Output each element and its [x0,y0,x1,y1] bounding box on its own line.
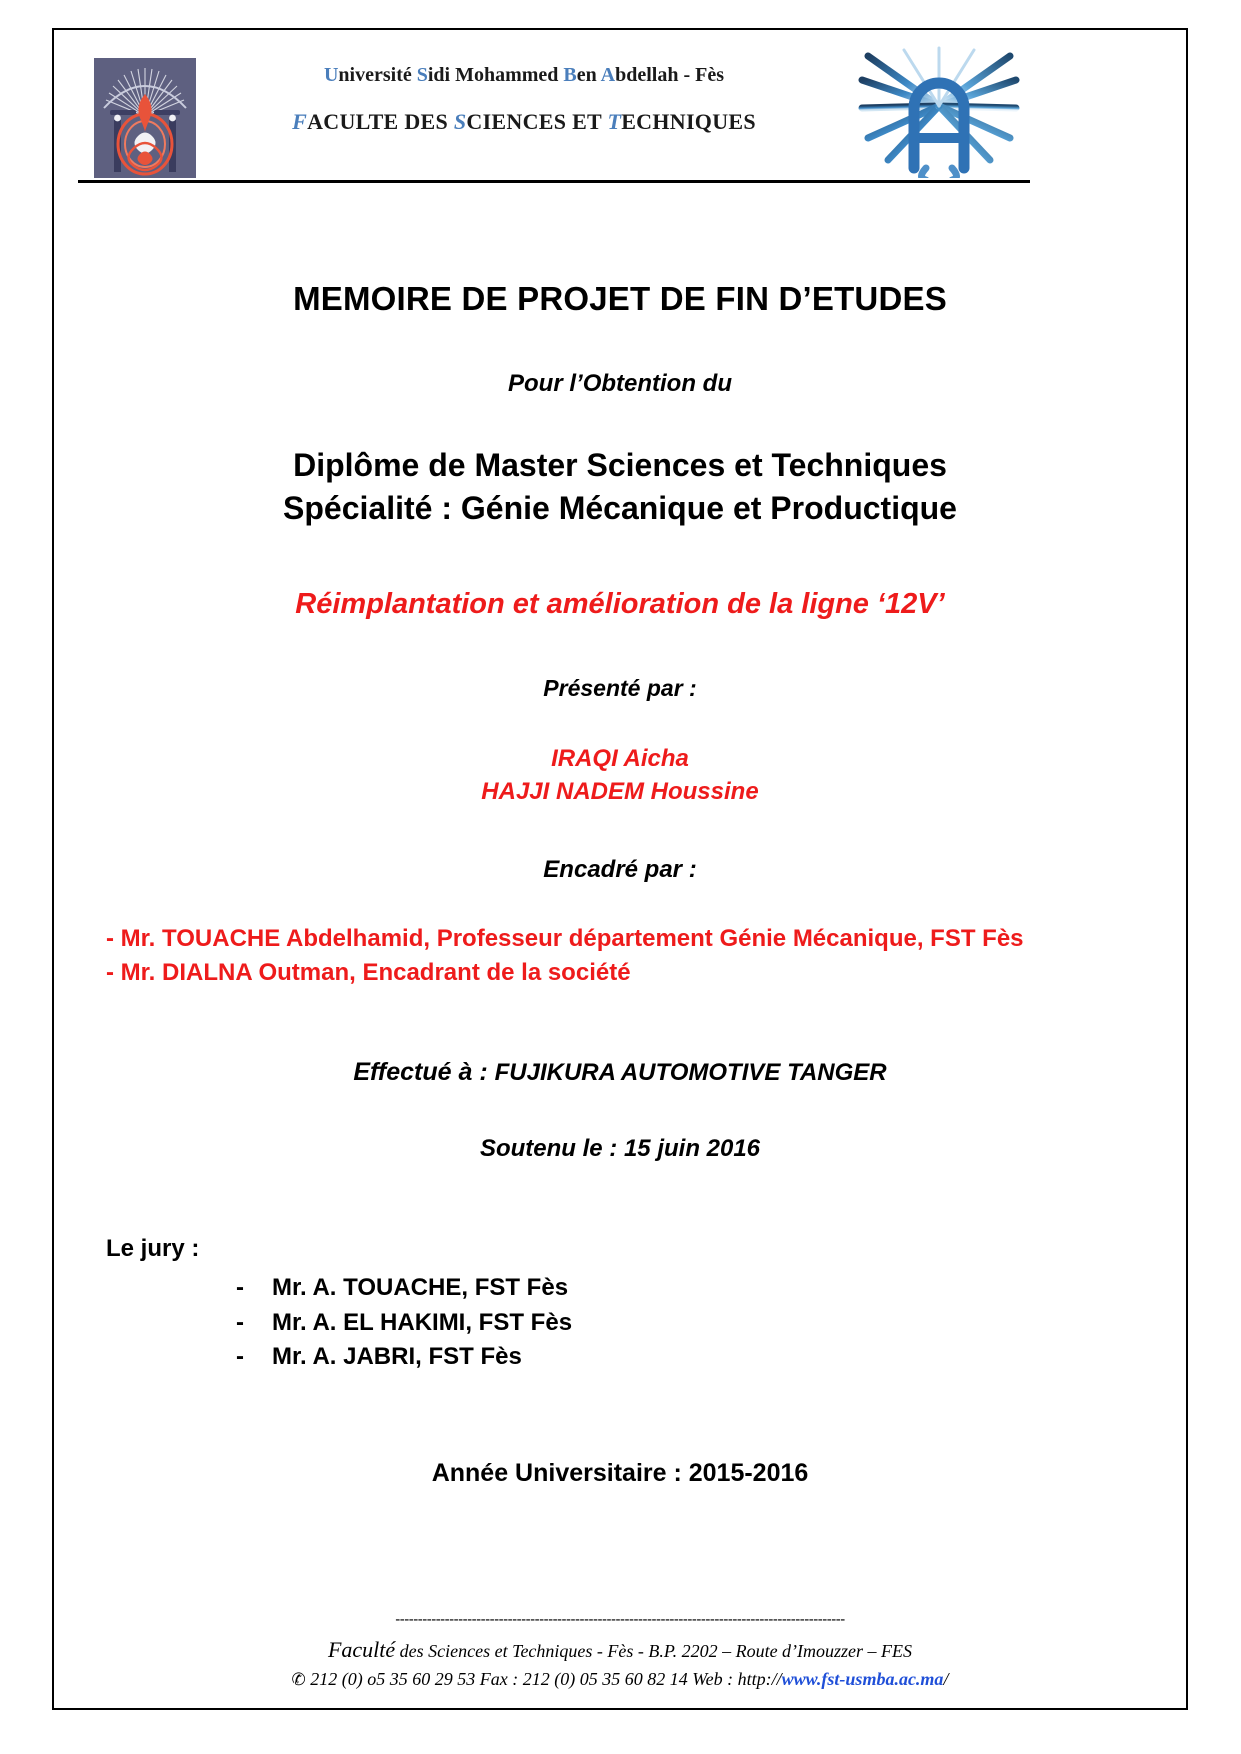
internship-location [54,1058,1186,1087]
jury-label: Le jury : [106,1235,200,1263]
jury-member-name: Mr. A. TOUACHE, FST Fès [272,1274,569,1302]
jury-member-name: Mr. A. JABRI, FST Fès [272,1343,522,1371]
footer-address-lead: Faculté [327,1637,396,1662]
header-divider [78,180,1030,183]
presented-by-label: Présenté par : [543,674,697,701]
jury-member-row [236,1271,1186,1306]
jury-bullet: - [236,1308,244,1336]
jury-bullet: - [236,1274,244,1302]
supervisor-entry: - Mr. TOUACHE Abdelhamid, Professeur département Génie Mécanique, FST Fès [106,924,1024,952]
jury-member-row [236,1306,1186,1341]
author-name: IRAQI Aicha [551,744,689,772]
author-name: HAJJI NADEM Houssine [481,777,759,805]
degree-line-1: Diplôme de Master Sciences et Techniques [293,447,947,483]
document-footer [54,1611,1186,1690]
header-title-block [204,64,844,135]
supervisors-list [54,922,1186,990]
jury-section [54,1235,1186,1375]
footer-contact-suffix: / [943,1669,949,1689]
footer-contact-text: 212 (0) o5 35 60 29 53 Fax : 212 (0) 05 35 60 82 14 Web : http:// [310,1669,782,1689]
defense-date: Soutenu le : 15 juin 2016 [479,1135,761,1163]
document-body [54,188,1186,1488]
authors-list [54,742,1186,808]
footer-address [54,1637,1186,1663]
document-header [54,30,1186,188]
faculty-name: FACULTE DES SCIENCES ET TECHNIQUES [292,109,756,134]
jury-bullet: - [236,1343,244,1371]
degree-block [54,444,1186,530]
internship-company-name: FUJIKURA AUTOMOTIVE TANGER [494,1059,887,1087]
project-title: Réimplantation et amélioration de la ligne ‘12V’ [295,587,945,620]
internship-location-label: Effectué à : [353,1058,495,1087]
jury-member-row [236,1340,1186,1375]
supervised-by-label: Encadré par : [543,855,697,883]
degree-line-2: Spécialité : Génie Mécanique et Productique [283,489,957,526]
university-name: Université Sidi Mohammed Ben Abdellah - Fès [323,64,725,86]
footer-website-link[interactable]: www.fst-usmba.ac.ma [781,1669,944,1689]
academic-year: Année Universitaire : 2015-2016 [431,1458,809,1487]
jury-member-name: Mr. A. EL HAKIMI, FST Fès [272,1308,573,1336]
phone-icon: ✆ [291,1670,306,1690]
footer-contact [54,1669,1186,1690]
fst-faculty-logo [854,46,1024,178]
document-type-title: MEMOIRE DE PROJET DE FIN D’ETUDES [293,280,947,317]
footer-separator: ---------------------------------------------------------------------------------------------------- [395,1611,845,1628]
jury-members-list [106,1271,1186,1375]
supervisor-entry: - Mr. DIALNA Outman, Encadrant de la société [106,959,631,987]
footer-address-rest: des Sciences et Techniques - Fès - B.P. 2202 – Route d’Imouzzer – FES [395,1641,913,1661]
page-frame [52,28,1188,1710]
purpose-label: Pour l’Obtention du [508,370,732,397]
usmba-university-logo [94,58,196,178]
